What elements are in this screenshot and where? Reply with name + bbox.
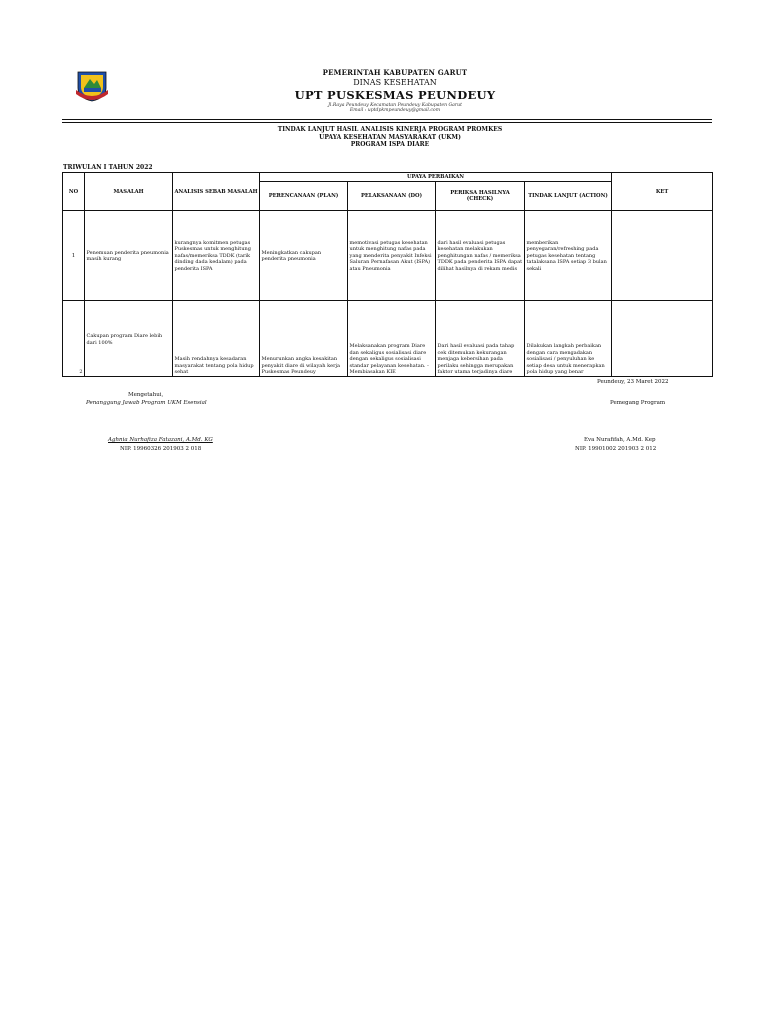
masalah-cell: Cakupan program Diare lebih dari 100% [85,301,173,377]
header-row-1 [63,173,713,182]
address-line: Jl.Raya Peundeuy Kecamatan Peundeuy Kabupaten Garut [328,103,462,108]
period-label: TRIWULAN I TAHUN 2022 [63,164,153,171]
letterhead-rule-thick [62,119,712,120]
letterhead [250,68,540,113]
header-analisis: ANALISIS SEBAB MASALAH [173,173,260,211]
table-row [63,211,713,301]
institution-name: UPT PUSKESMAS PEUNDEUY [294,88,496,102]
acknowledge-label: Mengetahui, [128,392,164,398]
row-number: 1 [63,211,85,301]
do-cell: memotivasi petugas kesehatan untuk menghitung nafas pada yang menderita penyakit Infeksi Saluran Pernafasan Akut (ISPA) atau Pneumonia [348,211,436,301]
right-signer-nip: NIP. 19901002 201903 2 012 [575,446,657,452]
letterhead-rule-thin [62,122,712,123]
header-masalah: MASALAH [85,173,173,211]
header-upaya: UPAYA PERBAIKAN [260,173,612,182]
right-signer-title: Pemegang Program [610,400,666,406]
government-name: PEMERINTAH KABUPATEN GARUT [322,68,468,77]
ket-cell [612,301,713,377]
left-signer-title: Penanggung Jawab Program UKM Esensial [86,400,207,406]
table-row [63,301,713,377]
header-check: PERIKSA HASILNYA (CHECK) [436,182,525,211]
left-signer-nip: NIP. 19960326 201903 2 018 [120,446,202,452]
title-line-1: TINDAK LANJUT HASIL ANALISIS KINERJA PROGRAM PROMKES [277,126,503,133]
agency-name: DINAS KESEHATAN [353,78,437,87]
left-signer-name: Aghnia Nurhafiza Fatazani, A.Md. KG [108,437,213,443]
check-cell: Dari hasil evaluasi pada tahap cek ditemukan kekurangan menjaga kebersihan pada perilaku sehingga merupakan faktor utama terjadinya diare [436,301,525,377]
document-title [200,126,580,149]
header-plan: PERENCANAAN (PLAN) [260,182,348,211]
analysis-table [62,172,713,377]
right-signer-name: Eva Nurafifah, A.Md. Kep [584,437,656,443]
header-action: TINDAK LANJUT (ACTION) [525,182,612,211]
do-cell: Melaksanakan program Diare dan sekaligus sosialisasi diare dengan sekaligus sosialisasi standar pelayanan kesehatan. - Membiasakan KIE [348,301,436,377]
header-do: PELAKSANAAN (DO) [348,182,436,211]
plan-cell: Menurunkan angka kesakitan penyakit diare di wilayah kerja Puskesmas Peundeuy [260,301,348,377]
action-cell: memberikan penyegaran/refreshing pada petugas kesehatan tentang tatalaksana ISPA setiap 3 bulan sekali [525,211,612,301]
analisis-cell: kurangnya komitmen petugas Puskesmas untuk menghitung nafas/memeriksa TDDK (tarik dinding dada kedalam) pada penderita ISPA [173,211,260,301]
signing-date: Peundeuy, 23 Maret 2022 [597,379,669,385]
header-ket: KET [612,173,713,211]
header-no: NO [63,173,85,211]
plan-cell: Meningkatkan cakupan penderita pneumonia [260,211,348,301]
title-line-3: PROGRAM ISPA DIARE [350,141,430,148]
check-cell: dari hasil evaluasi petugas kesehatan melakukan penghitungan nafas / memeriksa TDDK pada penderita ISPA dapat dilihat hasilnya di rekam medis [436,211,525,301]
email-line: Email : uptdpkmpeundeuy@gmail.com [349,108,441,113]
analisis-cell: Masih rendahnya kesadaran masyarakat tentang pola hidup sehat [173,301,260,377]
ket-cell [612,211,713,301]
row-number: 2 [63,301,85,377]
garut-regency-logo-icon [76,68,108,102]
masalah-cell: Penemuan penderita pneumonia masih kurang [85,211,173,301]
title-line-2: UPAYA KESEHATAN MASYARAKAT (UKM) [319,133,461,141]
action-cell: Dilakukan langkah perbaikan dengan cara mengadakan sosialisasi / penyuluhan ke setiap desa untuk menerapkan pola hidup yang benar [525,301,612,377]
